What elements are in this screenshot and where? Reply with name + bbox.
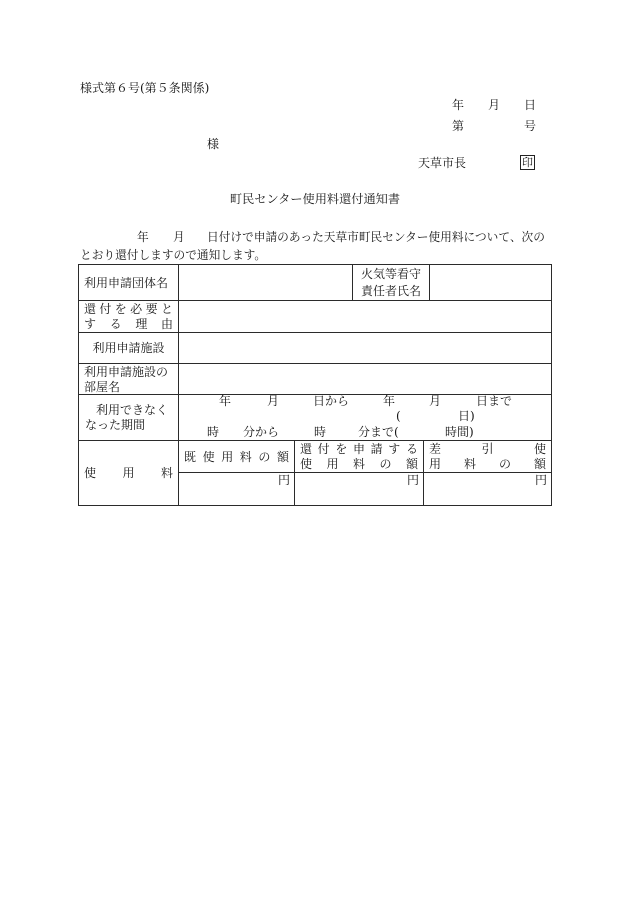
fee-label: 使 用 料 [84,466,173,480]
unavailable-period-cell [178,394,552,441]
refund-fee-unit: 円 [406,473,419,487]
date-day-label: 日 [524,98,537,112]
applicant-org-label: 利用申請団体名 [84,275,169,290]
fire-watch-label-line1: 火気等看守 [360,267,421,281]
refund-reason-label-line2: す る 理 由 [84,317,173,331]
applicant-org-label-cell [78,264,179,301]
period-end-minute-label: 分まで( [358,425,399,439]
fire-watch-label-line2: 責任者氏名 [360,284,421,298]
period-end-day-label: 日まで [476,394,513,408]
doc-number-suffix: 号 [524,119,537,133]
body-year-label: 年 [137,230,149,244]
applicant-org-name-cell [178,264,353,301]
refund-fee-header-line1: 還 付 を 申 請 す る [300,442,418,456]
document-title: 町民センター使用料還付通知書 [229,192,401,206]
used-fee-amount-cell [178,472,295,506]
fire-watch-name-cell [429,264,552,301]
room-label-line2: 部屋名 [84,379,121,394]
used-fee-unit: 円 [277,473,290,487]
net-fee-header-line1: 差 引 使 [429,442,546,456]
facility-label: 利用申請施設 [92,341,165,355]
unavailable-period-label-line1: 利用できなく [96,403,169,417]
period-hours-label: 時間) [445,425,474,439]
used-fee-header-cell [178,440,295,473]
room-label-cell [78,363,179,395]
refund-reason-cell [178,300,552,333]
period-start-day-label: 日から [313,394,350,408]
body-line1-text: 日付けで申請のあった天草市町民センター使用料について、次の [207,230,545,244]
net-fee-unit: 円 [534,473,547,487]
body-month-label: 月 [173,230,185,244]
period-end-year-label: 年 [383,394,396,408]
date-month-label: 月 [488,98,501,112]
used-fee-header: 既 使 用 料 の 額 [184,449,289,464]
doc-number-prefix: 第 [452,119,465,133]
period-end-month-label: 月 [429,394,442,408]
period-days-label: 日) [458,409,475,423]
room-cell [178,363,552,395]
date-year-label: 年 [452,98,465,112]
period-start-month-label: 月 [267,394,280,408]
refund-fee-header-cell [294,440,424,473]
refund-fee-header-line2: 使 用 料 の 額 [300,457,418,471]
room-label-line1: 利用申請施設の [84,364,169,379]
period-days-open: ( [396,409,401,423]
period-end-hour-label: 時 [314,425,327,439]
unavailable-period-label-line2: なった期間 [85,418,146,432]
period-start-hour-label: 時 [207,425,220,439]
unavailable-period-label-cell [78,394,179,441]
net-fee-header-cell [423,440,552,473]
fire-watch-label-cell [352,264,430,301]
net-fee-header-line2: 用 料 の 額 [429,457,546,471]
addressee-suffix: 様 [207,137,220,151]
refund-fee-amount-cell [294,472,424,506]
body-line2-text: とおり還付しますので通知します。 [80,248,267,262]
seal-mark: 印 [522,156,533,169]
form-number: 様式第６号(第５条関係) [80,81,210,95]
net-fee-amount-cell [423,472,552,506]
refund-reason-label-cell [78,300,179,333]
issuer-name: 天草市長 [418,156,467,170]
period-start-minute-label: 分から [243,425,280,439]
period-start-year-label: 年 [219,394,232,408]
fee-label-cell [78,440,179,506]
facility-label-cell [78,332,179,364]
refund-reason-label-line1: 還 付 を 必 要 と [84,302,173,316]
facility-cell [178,332,552,364]
